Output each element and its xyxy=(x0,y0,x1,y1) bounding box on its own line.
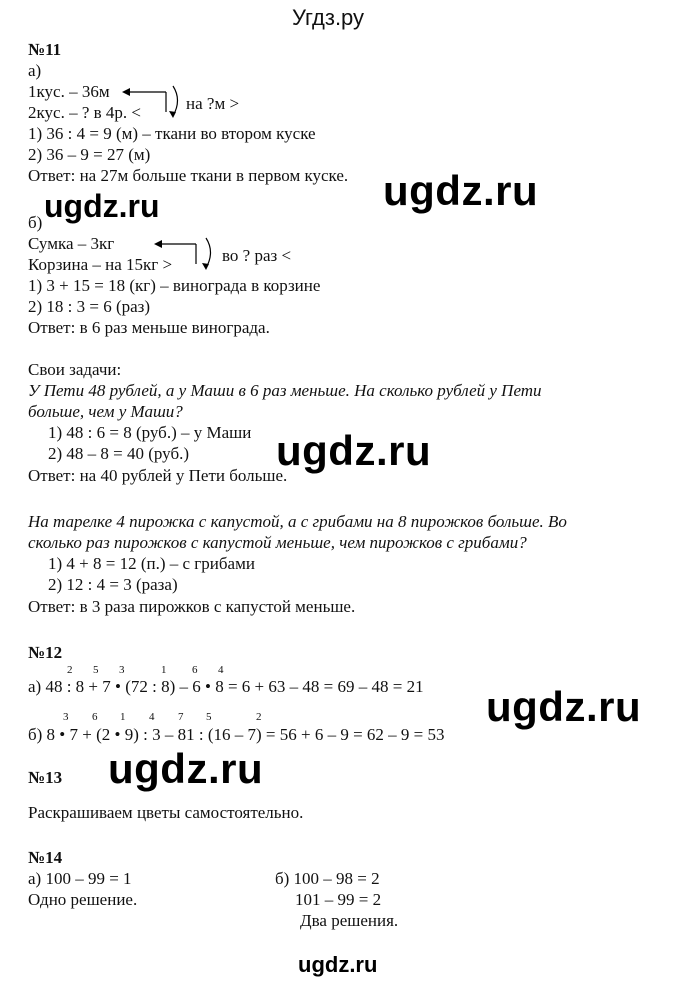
watermark: ugdz.ru xyxy=(108,745,264,792)
task-14a-equation: а) 100 – 99 = 1 xyxy=(28,869,132,888)
order-mark: 1 xyxy=(120,711,126,723)
order-mark: 6 xyxy=(92,711,98,723)
own-task-2-step-2: 2) 12 : 4 = 3 (раза) xyxy=(48,575,178,594)
task-14b-result: Два решения. xyxy=(300,911,399,930)
task-11b-bracket-label: во ? раз < xyxy=(222,246,292,265)
task-11a-condition-1: 1кус. – 36м xyxy=(28,82,110,101)
order-mark: 1 xyxy=(161,664,167,676)
order-mark: 2 xyxy=(256,711,262,723)
task-11-title: №11 xyxy=(28,40,62,59)
own-task-1-text: У Пети 48 рублей, а у Маши в 6 раз меньше. На сколько рублей у Пети xyxy=(28,381,542,400)
task-11b-label: б) xyxy=(28,213,43,232)
task-11a-condition-2: 2кус. – ? в 4р. < xyxy=(28,103,141,122)
task-11a-arrow-icon xyxy=(118,84,188,124)
site-header: Угдз.ру xyxy=(292,5,365,30)
order-mark: 5 xyxy=(93,664,99,676)
task-14a-result: Одно решение. xyxy=(28,890,138,909)
task-14-title: №14 xyxy=(28,848,63,867)
task-13-text: Раскрашиваем цветы самостоятельно. xyxy=(28,803,304,822)
task-11a-step-2: 2) 36 – 9 = 27 (м) xyxy=(28,145,151,164)
order-mark: 4 xyxy=(149,711,155,723)
task-11a-bracket-label: на ?м > xyxy=(186,94,240,113)
watermark: ugdz.ru xyxy=(44,188,160,224)
task-12b-expression: б) 8 • 7 + (2 • 9) : 3 – 81 : (16 – 7) = 56 + 6 – 9 = 62 – 9 = 53 xyxy=(28,725,445,744)
task-12-title: №12 xyxy=(28,643,63,662)
task-11b-condition-2: Корзина – на 15кг > xyxy=(28,255,173,274)
task-11a-label: а) xyxy=(28,61,42,80)
task-11a-step-1: 1) 36 : 4 = 9 (м) – ткани во втором куске xyxy=(28,124,316,143)
order-mark: 3 xyxy=(63,711,69,723)
own-task-2-step-1: 1) 4 + 8 = 12 (п.) – с грибами xyxy=(48,554,255,573)
task-13-title: №13 xyxy=(28,768,63,787)
own-task-1-step-2: 2) 48 – 8 = 40 (руб.) xyxy=(48,444,190,463)
task-14b-equation-1: б) 100 – 98 = 2 xyxy=(275,869,380,888)
task-11b-step-1: 1) 3 + 15 = 18 (кг) – винограда в корзине xyxy=(28,276,321,295)
task-11b-answer: Ответ: в 6 раз меньше винограда. xyxy=(28,318,270,337)
order-mark: 5 xyxy=(206,711,212,723)
order-mark: 6 xyxy=(192,664,198,676)
task-12a-expression: а) 48 : 8 + 7 • (72 : 8) – 6 • 8 = 6 + 63 – 48 = 69 – 48 = 21 xyxy=(28,677,424,696)
task-11b-condition-1: Сумка – 3кг xyxy=(28,234,115,253)
own-task-1-step-1: 1) 48 : 6 = 8 (руб.) – у Маши xyxy=(48,423,252,442)
task-11b-arrow-icon xyxy=(150,236,230,276)
own-task-1-answer: Ответ: на 40 рублей у Пети больше. xyxy=(28,466,288,485)
own-task-1-text: больше, чем у Маши? xyxy=(28,402,183,421)
watermark: ugdz.ru xyxy=(486,683,642,730)
task-11a-answer: Ответ: на 27м больше ткани в первом куске. xyxy=(28,166,349,185)
watermark: ugdz.ru xyxy=(383,167,539,214)
own-tasks-title: Свои задачи: xyxy=(28,360,122,379)
own-task-2-answer: Ответ: в 3 раза пирожков с капустой меньше. xyxy=(28,597,356,616)
order-mark: 2 xyxy=(67,664,73,676)
own-task-2-text: сколько раз пирожков с капустой меньше, чем пирожков с грибами? xyxy=(28,533,527,552)
task-14b-equation-2: 101 – 99 = 2 xyxy=(295,890,382,909)
own-task-2-text: На тарелке 4 пирожка с капустой, а с грибами на 8 пирожков больше. Во xyxy=(28,512,567,531)
order-mark: 4 xyxy=(218,664,224,676)
task-11b-step-2: 2) 18 : 3 = 6 (раз) xyxy=(28,297,151,316)
footer-watermark: ugdz.ru xyxy=(298,952,378,977)
order-mark: 3 xyxy=(119,664,125,676)
watermark: ugdz.ru xyxy=(276,427,432,474)
order-mark: 7 xyxy=(178,711,184,723)
